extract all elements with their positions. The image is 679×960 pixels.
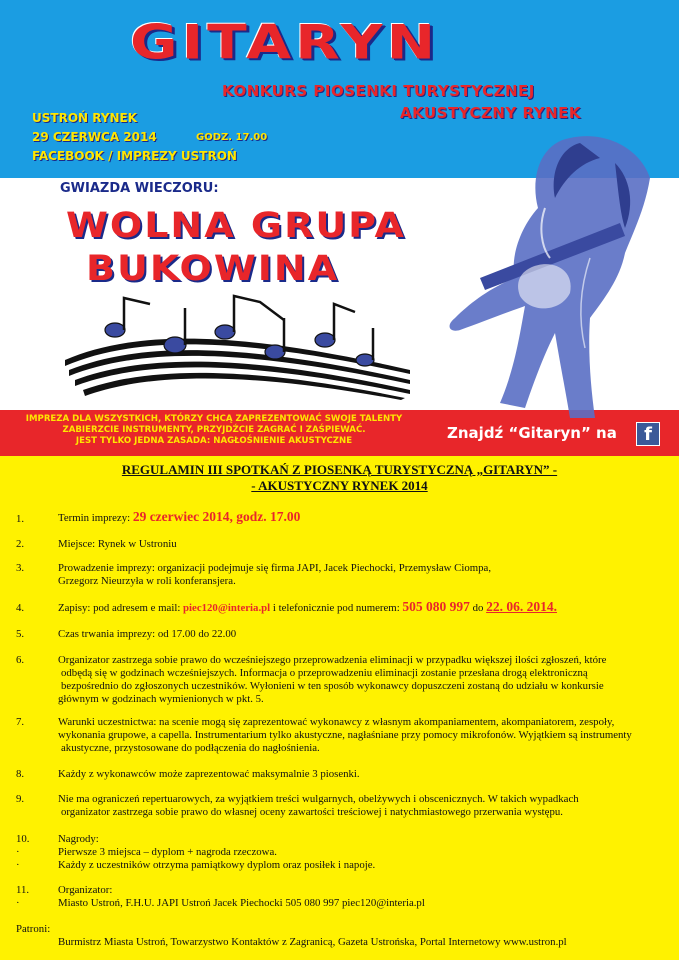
guitarist-illustration — [420, 118, 660, 423]
item-text: Grzegorz Nieurzyła w roli konferansjera. — [58, 575, 236, 587]
bullet: · — [16, 846, 20, 858]
facebook-find-text: Znajdź “Gitaryn” na — [447, 424, 617, 442]
phone-number: 505 080 997 — [402, 599, 470, 614]
star-label: GWIAZDA WIECZORU: — [60, 181, 219, 196]
item-text: i telefonicznie pod numerem: — [272, 602, 400, 614]
item-text: bezpośrednio do zgłoszonych uczestników. Wyłonieni w ten sposób wykonawcy dopuszczeni zostaną do udziału w konkursie — [61, 680, 604, 692]
rules-title — [0, 462, 679, 494]
item-number: 6. — [16, 654, 25, 666]
item-text: Miejsce: Rynek w Ustroniu — [58, 538, 177, 550]
event-subtitle-contest: KONKURS PIOSENKI TURYSTYCZNEJ — [222, 82, 535, 100]
banner-line-3: JEST TYLKO JEDNA ZASADA: NAGŁOŚNIENIE AKUSTYCZNE — [75, 436, 353, 446]
item-text: Pierwsze 3 miejsca – dyplom + nagroda rzeczowa. — [58, 846, 277, 858]
banner-text — [14, 414, 414, 447]
item-number: 8. — [16, 768, 25, 780]
music-notes-illustration — [55, 290, 415, 400]
rules-title-line1: REGULAMIN III SPOTKAŃ Z PIOSENKĄ TURYSTYCZNĄ „GITARYN” - — [121, 462, 558, 477]
item-number: 4. — [16, 602, 25, 614]
item-text: do — [472, 602, 484, 614]
event-facebook: FACEBOOK / IMPREZY USTROŃ — [32, 149, 237, 163]
item-text: Organizator zastrzega sobie prawo do wcześniejszego przeprowadzenia eliminacji w przypadku większej ilości zgłoszeń, które — [58, 654, 607, 666]
item-text: wykonania grupowe, a capella. Instrumentarium tylko akustyczne, nagłaśniane przy pomocy mikrofonów. Wyjątkiem są instrumenty — [58, 729, 632, 741]
item-text: Każdy z wykonawców może zaprezentować maksymalnie 3 piosenki. — [58, 768, 360, 780]
item-number: 2. — [16, 538, 25, 550]
item-number: 11. — [16, 884, 30, 896]
item-text: Nie ma ograniczeń repertuarowych, za wyjątkiem treści wulgarnych, obelżywych i obscenicznych. W takich wypadkach — [58, 793, 579, 805]
item-text: Miasto Ustroń, F.H.U. JAPI Ustroń Jacek Piechocki 505 080 997 piec120@interia.pl — [58, 897, 425, 909]
item-text: akustyczne, przystosowane do podłączenia do nagłośnienia. — [61, 742, 320, 754]
item-number: 1. — [16, 513, 25, 525]
bullet: · — [16, 859, 20, 871]
band-name-line1: WOLNA GRUPA — [66, 204, 406, 246]
event-title: GITARYN — [130, 14, 440, 70]
rules-title-line2: - AKUSTYCZNY RYNEK 2014 — [251, 478, 428, 493]
patrons-title: Patroni: — [16, 923, 51, 935]
item-number: 5. — [16, 628, 25, 640]
item-number: 7. — [16, 716, 25, 728]
item-text: organizator zastrzega sobie prawo do własnej oceny zawartości treściowej i natychmiastowego przerwania występu. — [61, 806, 563, 818]
item-text: głównym w godzinach wymienionych w pkt. 5. — [58, 693, 264, 705]
event-time: GODZ. 17.00 — [196, 132, 268, 143]
event-date: 29 CZERWCA 2014 — [32, 130, 157, 144]
banner-line-1: IMPREZA DLA WSZYSTKICH, KTÓRZY CHCĄ ZAPREZENTOWAĆ SWOJE TALENTY — [25, 414, 403, 424]
item-text: Prowadzenie imprezy: organizacji podejmuje się firma JAPI, Jacek Piechocki, Przemysław Ciompa, — [58, 562, 492, 574]
item-text: Nagrody: — [58, 833, 99, 845]
event-subtitle-acoustic: AKUSTYCZNY RYNEK — [400, 104, 582, 122]
patrons-text: Burmistrz Miasta Ustroń, Towarzystwo Kontaktów z Zagranicą, Gazeta Ustrońska, Portal Internetowy www.ustron.pl — [58, 936, 567, 948]
item-number: 3. — [16, 562, 25, 574]
deadline-date: 22. 06. 2014. — [486, 599, 557, 614]
item-label: Termin imprezy: — [58, 512, 131, 524]
item-number: 10. — [16, 833, 30, 845]
band-name-line2: BUKOWINA — [86, 247, 340, 289]
bullet: · — [16, 897, 20, 909]
item-label: Zapisy: pod adresem e mail: — [58, 602, 181, 614]
item-text: Warunki uczestnictwa: na scenie mogą się zaprezentować wykonawcy z własnym akompaniamentem, akompaniatorem, zespoły, — [58, 716, 615, 728]
item-number: 9. — [16, 793, 25, 805]
event-place: USTROŃ RYNEK — [32, 111, 138, 125]
facebook-icon[interactable]: f — [636, 422, 660, 446]
item-text: odbędą się w godzinach wcześniejszych. Informacja o przeprowadzeniu eliminacji zostanie przesłana drogą elektroniczną — [61, 667, 588, 679]
item-text: Każdy z uczestników otrzyma pamiątkowy dyplom oraz posiłek i napoje. — [58, 859, 376, 871]
email-link[interactable]: piec120@interia.pl — [183, 602, 271, 614]
banner-line-2: ZABIERZCIE INSTRUMENTY, PRZYJDŹCIE ZAGRAĆ I ZAŚPIEWAĆ. — [62, 425, 366, 435]
item-text: Organizator: — [58, 884, 113, 896]
event-datetime: 29 czerwiec 2014, godz. 17.00 — [132, 509, 301, 524]
item-text: Czas trwania imprezy: od 17.00 do 22.00 — [58, 628, 237, 640]
